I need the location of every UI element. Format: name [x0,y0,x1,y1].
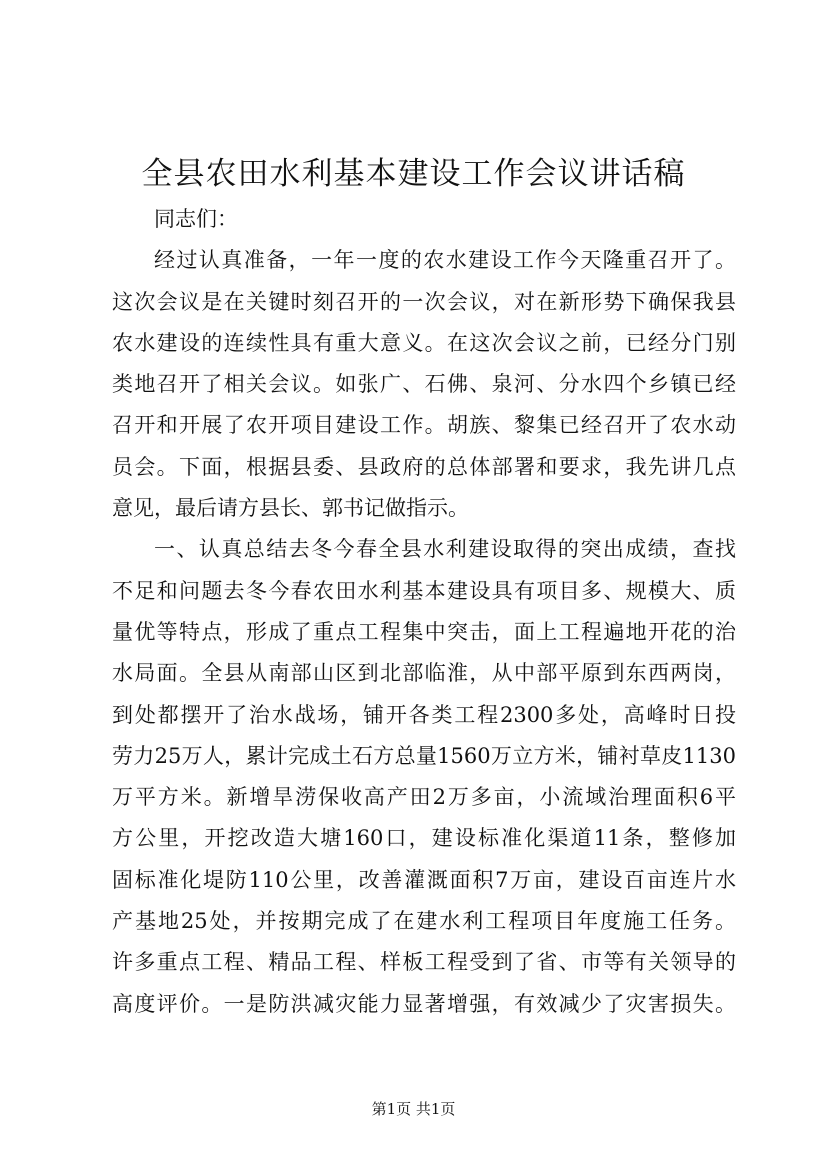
paragraph-line: 不足和问题去冬今春农田水利基本建设具有项目多、规模大、质 [112,578,736,603]
paragraph-line: 产基地25处，并按期完成了在建水利工程项目年度施工任务。 [112,909,736,934]
paragraph-line: 高度评价。一是防洪减灾能力显著增强，有效减少了灾害损失。 [112,991,736,1016]
paragraph-line: 万平方米。新增旱涝保收高产田2万多亩，小流域治理面积6平 [112,785,736,810]
paragraph-line: 许多重点工程、精品工程、样板工程受到了省、市等有关领导的 [112,950,736,975]
paragraph-line: 量优等特点，形成了重点工程集中突击，面上工程遍地开花的治 [112,619,736,644]
document-body [112,199,736,1025]
paragraph-line: 类地召开了相关会议。如张广、石佛、泉河、分水四个乡镇已经 [112,372,736,397]
paragraph-line: 一、认真总结去冬今春全县水利建设取得的突出成绩，查找 [154,537,736,562]
paragraph-line: 水局面。全县从南部山区到北部临淮，从中部平原到东西两岗， [112,661,736,686]
page-footer: 第1页 共1页 [371,1100,456,1118]
paragraph-line: 方公里，开挖改造大塘160口，建设标准化渠道11条，整修加 [112,826,736,851]
paragraph-line: 到处都摆开了治水战场，铺开各类工程2300多处，高峰时日投 [112,702,736,727]
paragraph-line: 召开和开展了农开项目建设工作。胡族、黎集已经召开了农水动 [112,413,736,438]
salutation-line: 同志们： [154,207,238,231]
paragraph-line: 经过认真准备，一年一度的农水建设工作今天隆重召开了。 [154,248,736,273]
paragraph-line: 农水建设的连续性具有重大意义。在这次会议之前，已经分门别 [112,330,736,355]
paragraph-line: 意见，最后请方县长、郭书记做指示。 [112,496,469,521]
paragraph-line: 劳力25万人，累计完成土石方总量1560万立方米，铺衬草皮1130 [112,743,736,768]
paragraph-line: 固标准化堤防110公里，改善灌溉面积7万亩，建设百亩连片水 [112,867,736,892]
paragraph-line: 这次会议是在关键时刻召开的一次会议，对在新形势下确保我县 [112,289,736,314]
paragraph-line: 员会。下面，根据县委、县政府的总体部署和要求，我先讲几点 [112,454,736,479]
document-title: 全县农田水利基本建设工作会议讲话稿 [141,156,686,192]
